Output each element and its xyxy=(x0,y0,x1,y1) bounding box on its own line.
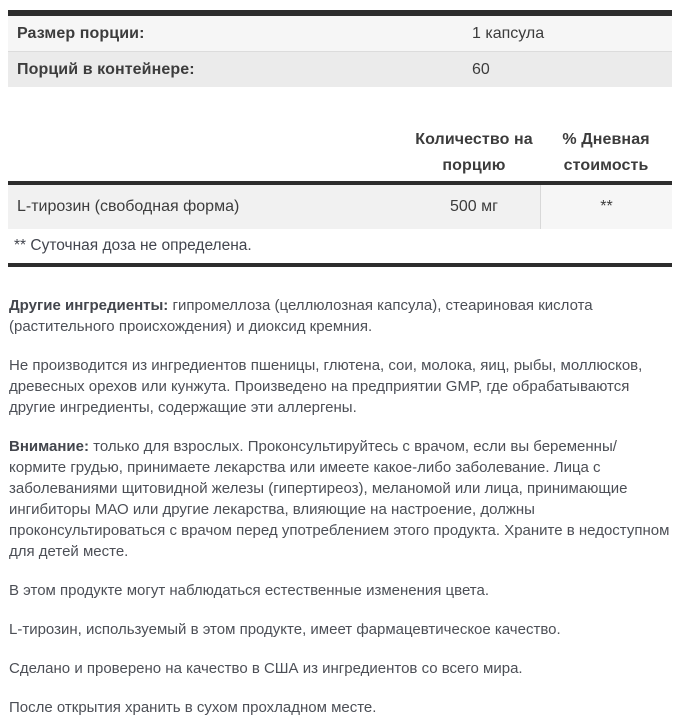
other-ingredients-paragraph: Другие ингредиенты: гипромеллоза (целлюлозная капсула), стеариновая кислота (растительного происхождения) и диоксид кремния. xyxy=(9,297,593,335)
warning-paragraph: Внимание: только для взрослых. Проконсультируйтесь с врачом, если вы беременны/кормите грудью, принимаете лекарства или имеете какое-либо заболевание. Лица с заболеваниями щитовидной железы (гипертиреоз), меланомой или лица, принимающие ингибиторы МАО или другие лекарства, влияющие на настроение, должны проконсультироваться с врачом перед употреблением этого продукта. Храните в недоступном для детей месте. xyxy=(9,438,670,560)
servings-per-container-value: 60 xyxy=(472,60,490,78)
color-variation-paragraph: В этом продукте могут наблюдаться естественные изменения цвета. xyxy=(9,582,490,599)
pharmaceutical-grade-paragraph: L-тирозин, используемый в этом продукте, имеет фармацевтическое качество. xyxy=(9,621,561,638)
facts-table-header xyxy=(8,87,672,185)
supplement-facts-panel xyxy=(8,10,672,718)
serving-size-value: 1 капсула xyxy=(472,24,545,42)
storage-paragraph: После открытия хранить в сухом прохладном месте. xyxy=(9,699,377,716)
other-ingredients-label: Другие ингредиенты: xyxy=(9,297,169,314)
serving-size-row xyxy=(8,16,672,51)
daily-dose-footnote: ** Суточная доза не определена. xyxy=(8,229,672,267)
ingredient-daily-value: ** xyxy=(540,185,672,229)
header-spacer xyxy=(8,127,408,181)
servings-per-container-label: Порций в контейнере: xyxy=(17,60,195,78)
made-in-usa-paragraph: Сделано и проверено на качество в США из ингредиентов со всего мира. xyxy=(9,660,523,677)
ingredient-name: L-тирозин (свободная форма) xyxy=(17,198,240,215)
warning-label: Внимание: xyxy=(9,438,89,455)
allergen-info-paragraph: Не производится из ингредиентов пшеницы, глютена, сои, молока, яиц, рыбы, моллюсков, древесных орехов или кунжута. Произведено на предприятии GMP, где обрабатываются другие ингредиенты, содержащие эти аллергены. xyxy=(9,357,643,416)
serving-info-table xyxy=(8,10,672,87)
daily-value-header: % Дневная стоимость xyxy=(562,131,650,174)
ingredient-row xyxy=(8,185,672,229)
ingredient-amount: 500 мг xyxy=(450,198,498,215)
info-paragraphs xyxy=(8,295,672,718)
servings-per-container-row xyxy=(8,51,672,87)
amount-per-serving-header: Количество на порцию xyxy=(415,131,533,174)
serving-size-label: Размер порции: xyxy=(17,24,145,42)
